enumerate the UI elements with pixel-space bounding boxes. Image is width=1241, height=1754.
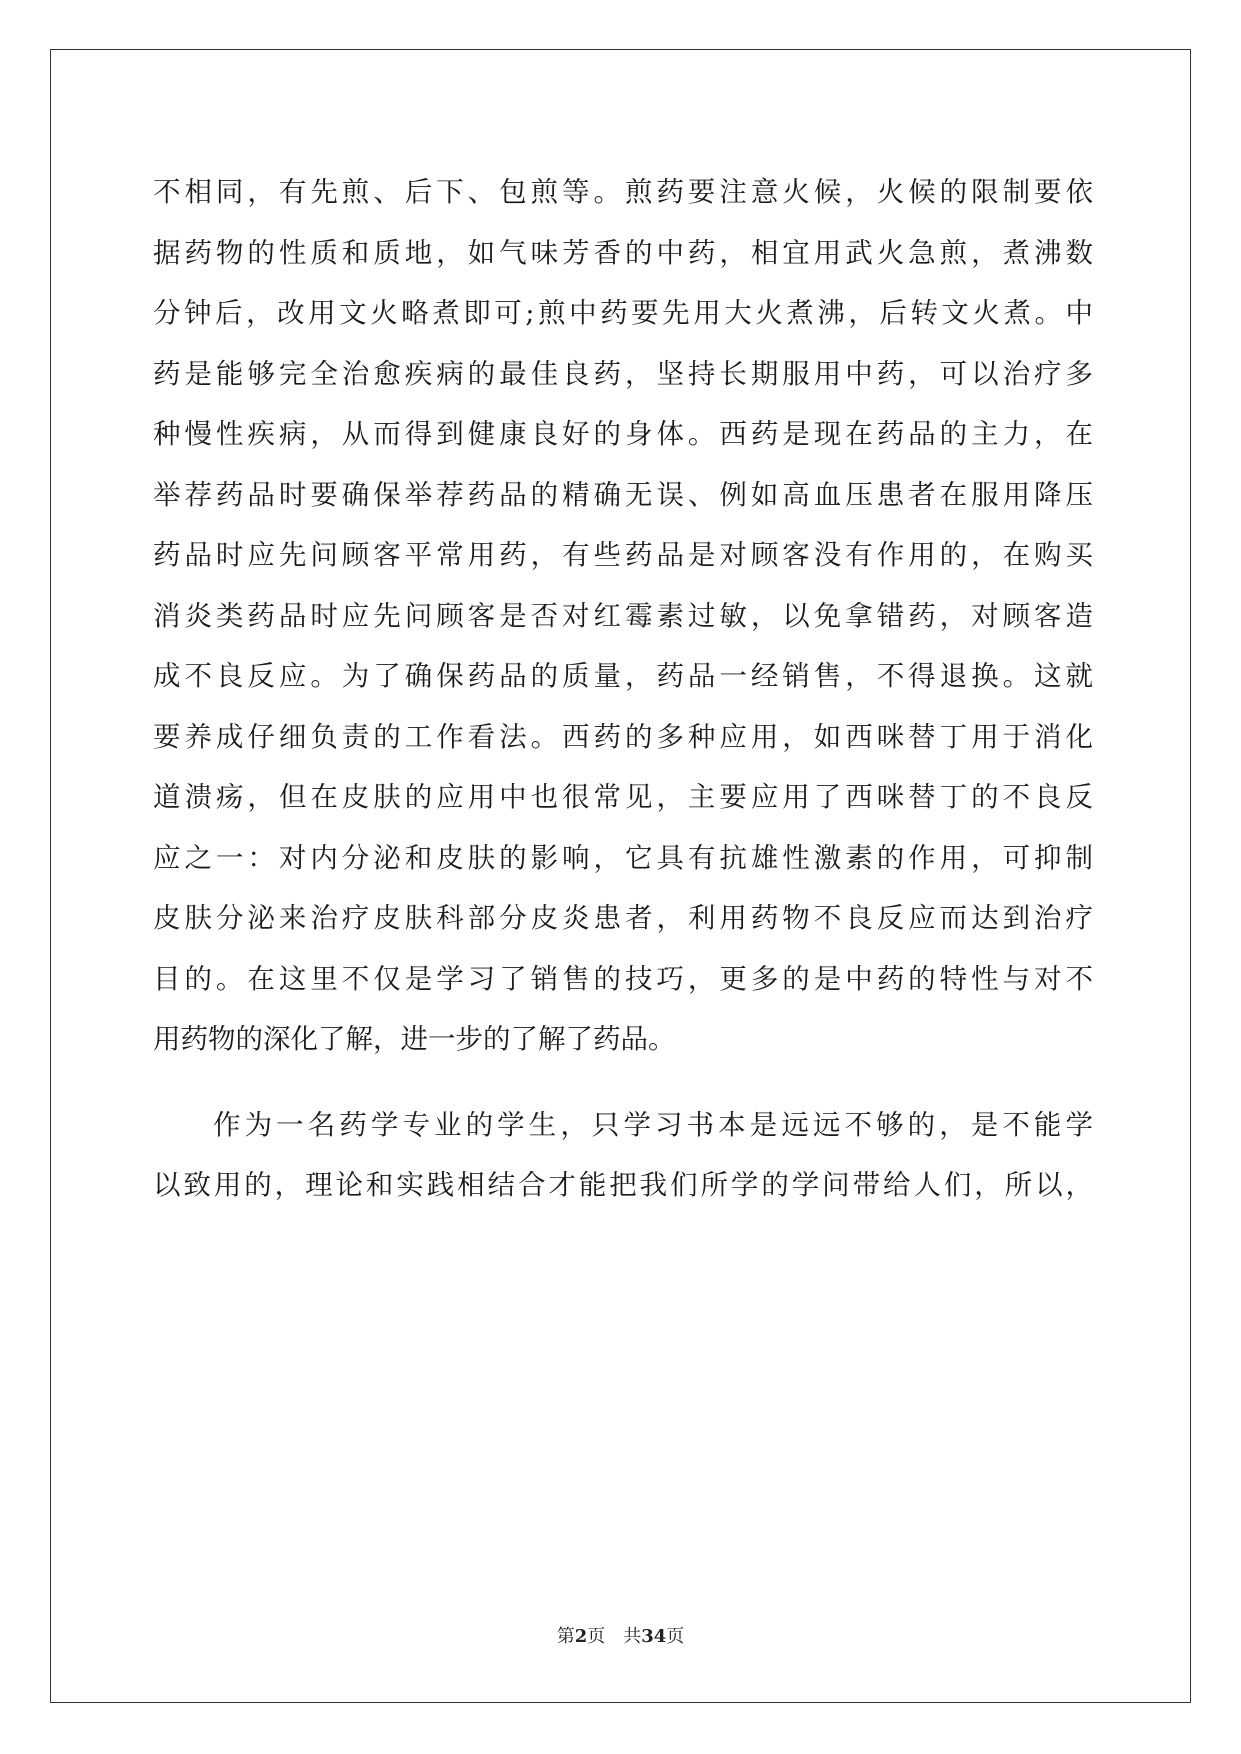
total-prefix: 共: [623, 1626, 642, 1647]
page-suffix: 页: [587, 1626, 606, 1647]
text-line: 目的。在这里不仅是学习了销售的技巧，更多的是中药的特性与对不: [153, 962, 1093, 995]
text-line: 应之一：对内分泌和皮肤的影响，它具有抗雄性激素的作用，可抑制: [153, 841, 1093, 874]
text-line: 分钟后，改用文火略煮即可;煎中药要先用大火煮沸，后转文火煮。中: [153, 297, 1093, 329]
paragraph-spacer: [153, 1070, 1093, 1095]
paragraph-2: [153, 1095, 1093, 1216]
paragraph-1: [153, 162, 1093, 1070]
text-line: 种慢性疾病，从而得到健康良好的身体。西药是现在药品的主力，在: [153, 418, 1093, 450]
text-line: 皮肤分泌来治疗皮肤科部分皮炎患者，利用药物不良反应而达到治疗: [153, 902, 1093, 934]
text-line: 要养成仔细负责的工作看法。西药的多种应用，如西咪替丁用于消化: [153, 720, 1093, 753]
text-line: 消炎类药品时应先问顾客是否对红霉素过敏，以免拿错药，对顾客造: [153, 599, 1093, 632]
text-line: 药是能够完全治愈疾病的最佳良药，坚持长期服用中药，可以治疗多: [153, 357, 1093, 390]
text-line: 不相同，有先煎、后下、包煎等。煎药要注意火候，火候的限制要依: [153, 176, 1093, 208]
page-footer: [0, 1622, 1241, 1648]
text-line: 药品时应先问顾客平常用药，有些药品是对顾客没有作用的，在购买: [153, 539, 1093, 571]
text-line: 举荐药品时要确保举荐药品的精确无误、例如高血压患者在服用降压: [153, 478, 1093, 511]
text-line: 成不良反应。为了确保药品的质量，药品一经销售，不得退换。这就: [153, 660, 1093, 692]
total-suffix: 页: [666, 1626, 685, 1647]
total-pages: 34: [641, 1626, 667, 1647]
document-body: [153, 162, 1093, 1216]
text-line: 道溃疡，但在皮肤的应用中也很常见，主要应用了西咪替丁的不良反: [153, 781, 1093, 813]
page-prefix: 第: [556, 1626, 575, 1647]
text-line: 据药物的性质和质地，如气味芳香的中药，相宜用武火急煎，煮沸数: [153, 236, 1093, 269]
page-number: 2: [574, 1626, 588, 1647]
text-line: 作为一名药学专业的学生，只学习书本是远远不够的，是不能学: [213, 1108, 1093, 1141]
text-line: 以致用的，理论和实践相结合才能把我们所学的学问带给人们，所以，: [153, 1169, 1093, 1201]
text-line: 用药物的深化了解，进一步的了解了药品。: [153, 1023, 676, 1055]
